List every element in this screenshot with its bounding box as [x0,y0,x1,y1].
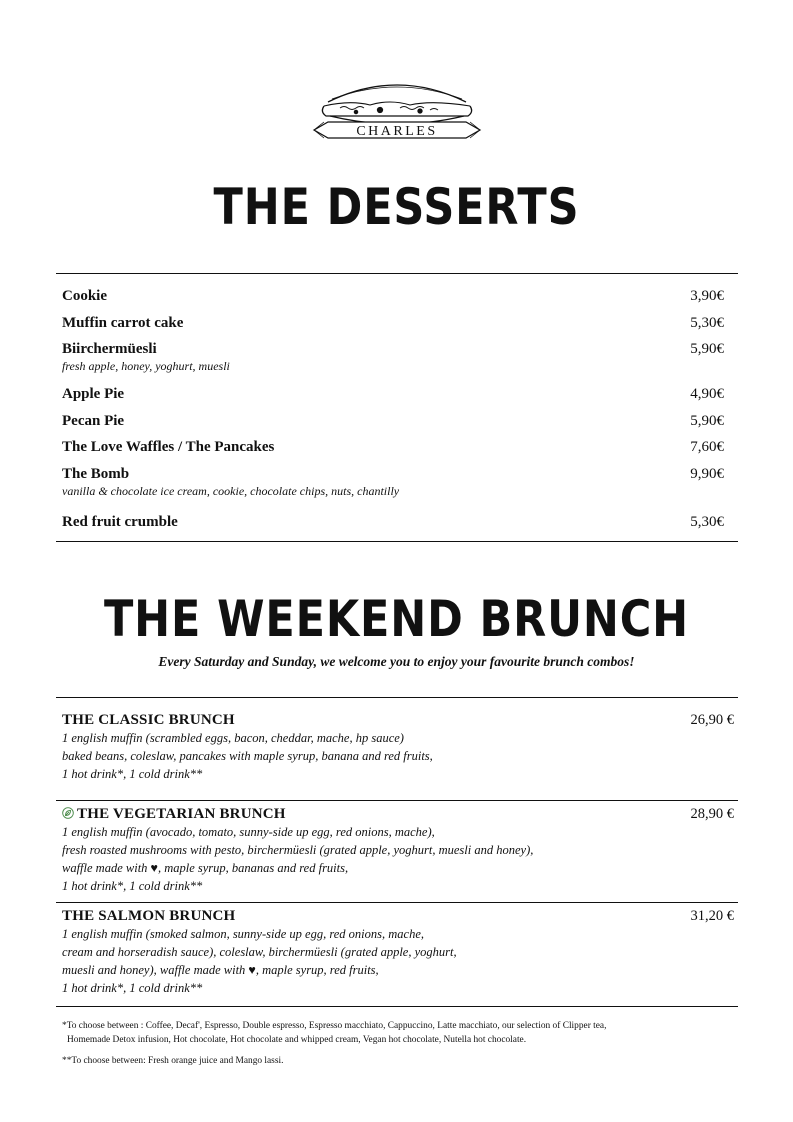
item-description-line: cream and horseradish sauce), coleslaw, birchermüesli (grated apple, yoghurt, [62,945,457,959]
desserts-title: THE DESSERTS [213,178,580,236]
item-description-line: 1 hot drink*, 1 cold drink** [62,879,203,893]
item-name: THE SALMON BRUNCH [62,908,236,924]
item-name: THE CLASSIC BRUNCH [62,712,235,728]
dessert-item-waffles-pancakes [62,439,724,456]
brunch-intro: Every Saturday and Sunday, we welcome you to enjoy your favourite brunch combos! [158,654,635,669]
item-description-line: 1 hot drink*, 1 cold drink** [62,981,203,995]
footnote-line: *To choose between : Coffee, Decaf', Espresso, Double espresso, Espresso macchiato, Cappuccino, Latte macchiato, our selection of Clipper tea, [62,1021,607,1031]
item-price: 9,90€ [690,466,724,482]
item-name: Cookie [62,288,107,304]
item-price: 5,90€ [690,341,724,357]
hot-drink-footnote [62,1020,742,1047]
dessert-item-cookie [62,288,724,305]
item-price: 5,90€ [690,413,724,429]
item-name: THE VEGETARIAN BRUNCH [77,806,286,822]
item-description-line: fresh roasted mushrooms with pesto, birchermüesli (grated apple, yoghurt, muesli and honey), [62,843,534,857]
divider [56,541,738,542]
item-price: 4,90€ [690,386,724,402]
item-description-line: 1 english muffin (scrambled eggs, bacon, cheddar, mache, hp sauce) [62,731,404,745]
item-price: 5,30€ [690,315,724,331]
charles-logo [310,72,484,148]
item-description-line: 1 english muffin (avocado, tomato, sunny-side up egg, red onions, mache), [62,825,435,839]
item-name: The Bomb [62,466,130,482]
dessert-item-muffin [62,315,724,332]
dessert-item-the-bomb [62,466,724,500]
brunch-title: THE WEEKEND BRUNCH [103,590,689,648]
item-name: The Love Waffles / The Pancakes [62,439,275,455]
brunch-item-classic [62,712,734,783]
item-price: 5,30€ [690,514,724,530]
dessert-item-crumble [62,514,724,531]
divider [56,902,738,903]
item-description-line: 1 hot drink*, 1 cold drink** [62,767,203,781]
logo-wordmark: CHARLES [356,124,438,139]
item-description-line: waffle made with ♥, maple syrup, bananas and red fruits, [62,861,349,875]
brunch-item-vegetarian [62,806,734,895]
sandwich-icon [322,85,471,124]
item-name: Muffin carrot cake [62,315,184,331]
item-name-row [62,806,734,823]
item-description: fresh apple, honey, yoghurt, muesli [62,359,230,373]
item-price: 26,90 € [690,712,734,728]
vegetarian-leaf-icon [62,807,74,819]
item-price: 7,60€ [690,439,724,455]
brunch-item-salmon [62,908,734,997]
item-price: 28,90 € [690,806,734,822]
dessert-item-pecan-pie [62,413,724,430]
divider [56,800,738,801]
divider [56,273,738,274]
item-name: Apple Pie [62,386,125,402]
divider [56,697,738,698]
item-price: 3,90€ [690,288,724,304]
footnote-line: Homemade Detox infusion, Hot chocolate, Hot chocolate and whipped cream, Vegan hot chocolate, Nutella hot chocolate. [67,1034,527,1045]
item-name: Red fruit crumble [62,514,178,530]
item-description-line: 1 english muffin (smoked salmon, sunny-side up egg, red onions, mache, [62,927,424,941]
item-name: Biirchermüesli [62,341,157,357]
item-price: 31,20 € [690,908,734,924]
cold-drink-footnote: **To choose between: Fresh orange juice and Mango lassi. [62,1056,284,1066]
dessert-item-apple-pie [62,386,724,403]
dessert-item-birchermuesli [62,341,724,375]
item-name: Pecan Pie [62,413,125,429]
divider [56,1006,738,1007]
item-description-line: muesli and honey), waffle made with ♥, maple syrup, red fruits, [62,963,379,977]
item-description-line: baked beans, coleslaw, pancakes with maple syrup, banana and red fruits, [62,749,433,763]
item-description: vanilla & chocolate ice cream, cookie, chocolate chips, nuts, chantilly [62,484,400,498]
